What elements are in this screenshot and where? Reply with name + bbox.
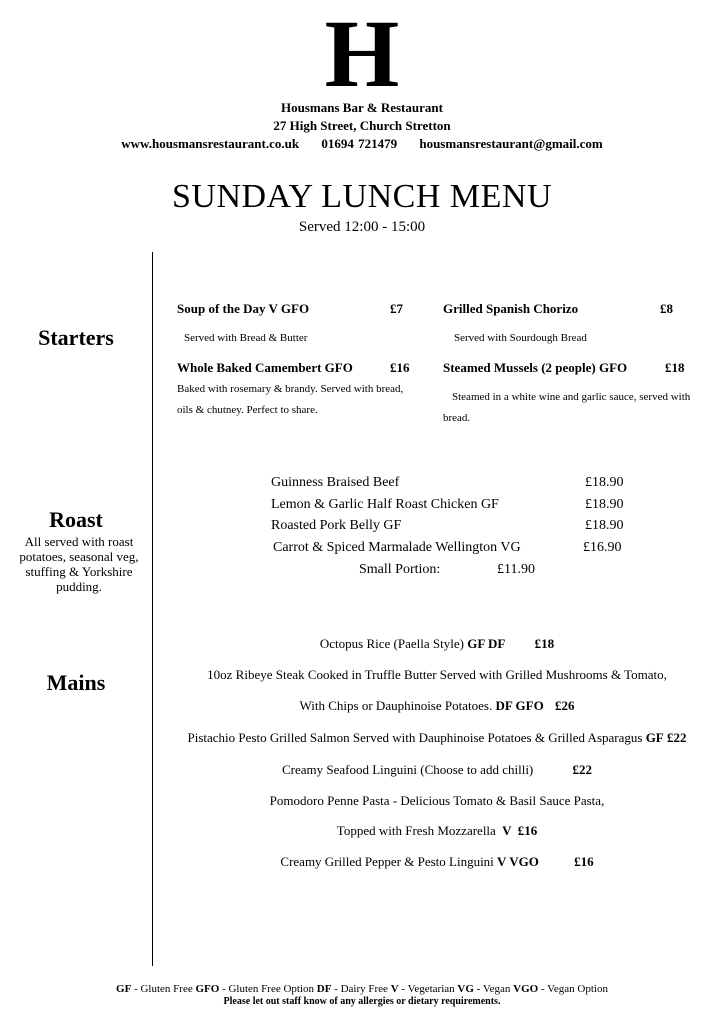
starter-price: £18	[665, 360, 685, 375]
dietary-tags: GF DF	[467, 636, 506, 651]
mains-item	[150, 730, 724, 746]
mains-item-text: Pistachio Pesto Grilled Salmon Served with Dauphinoise Potatoes & Grilled Asparagus	[187, 730, 643, 745]
mains-item	[150, 793, 724, 809]
roast-item-name: Roasted Pork Belly GF	[271, 518, 402, 533]
key-meaning: - Dairy Free	[331, 983, 391, 995]
starter-description: Steamed in a white wine and garlic sauce, served with	[452, 391, 691, 403]
roast-note: All served with roast potatoes, seasonal veg, stuffing & Yorkshire pudding.	[19, 534, 139, 594]
mains-item-text: Creamy Seafood Linguini (Choose to add chilli)	[281, 762, 534, 777]
starter-name: Grilled Spanish Chorizo	[443, 301, 579, 316]
served-hours: Served 12:00 - 15:00	[298, 219, 426, 235]
allergy-note: Please let out staff know of any allergies or dietary requirements.	[223, 996, 501, 1007]
menu-title: SUNDAY LUNCH MENU	[171, 178, 552, 215]
mains-item-price: £26	[554, 698, 575, 713]
mains-item	[150, 636, 724, 652]
roast-item-name: Guinness Braised Beef	[271, 475, 400, 490]
website-link[interactable]: www.housmansrestaurant.co.uk	[121, 136, 300, 151]
starter-description: oils & chutney. Perfect to share.	[177, 404, 318, 416]
starter-name: Whole Baked Camembert GFO	[177, 360, 353, 375]
roast-item-name: Carrot & Spiced Marmalade Wellington VG	[273, 540, 521, 555]
mains-item-price: £16	[574, 854, 594, 869]
roast-item-price: £18.90	[585, 518, 624, 533]
phone-number[interactable]: 01694 721479	[321, 136, 398, 151]
key-code: DF	[316, 983, 332, 995]
key-code: GF	[116, 983, 132, 995]
key-code: GFO	[195, 983, 220, 995]
venue-name: Housmans Bar & Restaurant	[281, 100, 443, 115]
mains-item	[150, 823, 724, 839]
starter-name: Soup of the Day V GFO	[177, 301, 310, 316]
key-code: VGO	[513, 983, 539, 995]
mains-item-price: £16	[517, 823, 538, 838]
starter-description: bread.	[443, 412, 471, 424]
mains-item-text: Creamy Grilled Pepper & Pesto Linguini	[280, 854, 494, 869]
mains-item-price: £18	[534, 636, 555, 651]
email-link[interactable]: housmansrestaurant@gmail.com	[419, 136, 603, 151]
mains-item	[150, 854, 724, 870]
mains-item-text: 10oz Ribeye Steak Cooked in Truffle Butter Served with Grilled Mushrooms & Tomato,	[207, 667, 667, 682]
mains-item-text: With Chips or Dauphinoise Potatoes.	[299, 698, 493, 713]
mains-item	[150, 667, 724, 683]
roast-item-name: Lemon & Garlic Half Roast Chicken GF	[271, 497, 499, 512]
dietary-key	[0, 983, 724, 995]
mains-item	[150, 698, 724, 714]
small-portion-label: Small Portion:	[359, 562, 441, 577]
mains-item	[150, 762, 724, 778]
key-code: VG	[457, 983, 474, 995]
venue-contact	[0, 136, 724, 152]
starter-price: £8	[660, 301, 673, 316]
key-code: V	[390, 983, 399, 995]
key-meaning: - Gluten Free	[131, 983, 196, 995]
roast-item-price: £18.90	[585, 497, 624, 512]
mains-heading: Mains	[46, 670, 106, 695]
venue-address: 27 High Street, Church Stretton	[273, 118, 451, 133]
mains-item-price: £22	[667, 730, 687, 745]
starter-price: £16	[390, 360, 410, 375]
roast-heading: Roast	[49, 507, 103, 532]
dietary-tags: V VGO	[497, 854, 539, 869]
key-meaning: - Vegan	[473, 983, 514, 995]
dietary-tags: DF GFO	[495, 698, 544, 713]
roast-item-price: £18.90	[585, 475, 624, 490]
mains-item-text: Topped with Fresh Mozzarella	[336, 823, 496, 838]
starters-heading: Starters	[38, 325, 114, 350]
starter-description: Baked with rosemary & brandy. Served with bread,	[177, 383, 404, 395]
mains-item-text: Pomodoro Penne Pasta - Delicious Tomato & Basil Sauce Pasta,	[269, 793, 605, 808]
starter-price: £7	[390, 301, 403, 316]
starter-name: Steamed Mussels (2 people) GFO	[443, 360, 628, 375]
mains-item-text: Octopus Rice (Paella Style)	[319, 636, 464, 651]
key-meaning: - Vegan Option	[538, 983, 608, 995]
key-meaning: - Vegetarian	[398, 983, 458, 995]
logo: H	[324, 0, 400, 107]
dietary-tags: V	[502, 823, 512, 838]
starter-description: Served with Bread & Butter	[184, 332, 308, 344]
mains-item-price: £22	[572, 762, 593, 777]
key-meaning: - Gluten Free Option	[219, 983, 317, 995]
starter-description: Served with Sourdough Bread	[454, 332, 587, 344]
roast-item-price: £16.90	[583, 540, 622, 555]
small-portion-price: £11.90	[497, 562, 535, 577]
dietary-tags: GF	[645, 730, 664, 745]
